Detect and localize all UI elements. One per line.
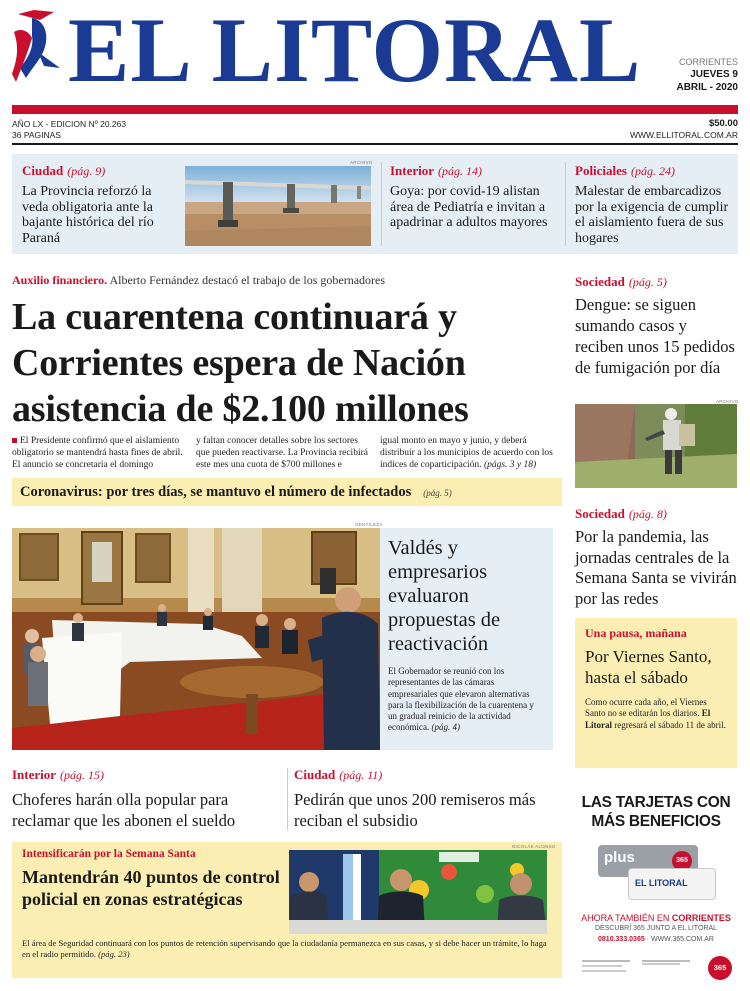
pausa-body-a: Como ocurre cada año, el Viernes Santo no se editarán los diarios. [585, 697, 707, 719]
bridge-photo [185, 166, 371, 246]
bridge-image-icon [185, 166, 371, 246]
seguridad-body-text: El área de Seguridad continuará con los puntos de retención supervisando que la ciudadanía permanezca en sus casas, y si debe hacer un trámite, lo haga en el radio permitido. [22, 938, 547, 959]
divider [381, 162, 382, 246]
divider [287, 768, 288, 830]
masthead-thin-rule [12, 143, 738, 145]
ad-phone: 0810.333.0365 [598, 936, 645, 943]
teaser-headline: La Provincia reforzó la veda obligatoria ante la bajante histórica del río Paraná [22, 184, 154, 247]
ad-card2-text: EL LITORAL [635, 878, 688, 888]
teaser-page: (pág. 24) [631, 164, 675, 178]
story-choferes[interactable] [12, 766, 284, 831]
meeting-headline: Valdés y empresarios evaluaron propuestas de reactivación [388, 537, 501, 655]
main-col-3 [380, 436, 560, 472]
seguridad-headline: Mantendrán 40 puntos de control policial en zonas estratégicas [22, 867, 280, 909]
seguridad-text[interactable] [22, 848, 280, 910]
ad-badge: 365 [708, 956, 732, 980]
ad-card-badge: 365 [672, 851, 692, 871]
ad-line-2: DESCUBRÍ 365 JUNTO A EL LITORAL [594, 925, 718, 932]
dengue-page: (pág. 5) [628, 275, 667, 289]
masthead-day: JUEVES 9 [690, 69, 738, 80]
photo-credit: ARCHIVO [350, 160, 373, 165]
ad-card-litoral [628, 868, 716, 900]
teaser-policiales[interactable] [575, 162, 733, 247]
teaser-page: (pág. 9) [67, 164, 106, 178]
meeting-body [388, 666, 545, 734]
sidebar-dengue[interactable] [575, 273, 737, 378]
masthead-title: EL LITORAL [68, 0, 642, 101]
covid-bar-page: (pág. 5) [423, 488, 452, 498]
ad-contact: 0810.333.0365 · WWW.365.COM.AR [598, 936, 714, 943]
pausa-box[interactable] [575, 618, 737, 768]
main-col-1-text: El Presidente confirmó que el aislamiento obligatorio se mantendrá hasta fines de abril. El anuncio se concretaría el domingo [12, 436, 183, 470]
ad-fineprint [582, 958, 696, 976]
main-kicker-text: Alberto Fernández destacó el trabajo de los gobernadores [109, 273, 386, 287]
meeting-box[interactable] [380, 528, 553, 750]
photo-credit: NICOLÁS ALONSO [512, 844, 556, 849]
main-col-1 [12, 436, 187, 472]
semana-santa-page: (pág. 8) [628, 507, 667, 521]
masthead-city: CORRIENTES [678, 57, 738, 67]
choferes-section: Interior [12, 767, 57, 782]
main-col-2: y faltan conocer detalles sobre los sectores que pueden reactivarse. La Provincia recibirá este mes una cuota de $700 millones e [196, 436, 368, 470]
teaser-section: Policiales [575, 163, 627, 178]
photo-credit: GENTILEZA [355, 522, 383, 527]
seguridad-body-page: (pág. 23) [98, 948, 130, 959]
edition-info: AÑO LX - EDICION Nº 20.263 [12, 119, 127, 129]
covid-bar-text: Coronavirus: por tres días, se mantuvo el número de infectados [20, 484, 412, 500]
ad-headline-1: LAS TARJETAS CON [581, 794, 731, 811]
ad-headline-2: MÁS BENEFICIOS [591, 813, 721, 830]
pausa-body-b: regresará el sábado 11 de abril. [614, 719, 726, 730]
main-col-3-page: (págs. 3 y 18) [483, 459, 537, 470]
masthead-logo [10, 8, 62, 100]
teaser-interior[interactable] [390, 162, 556, 231]
ad-line-1 [575, 913, 737, 923]
teaser-page: (pág. 14) [438, 164, 483, 178]
ad-line-1-b: CORRIENTES [671, 913, 731, 923]
website: WWW.ELLITORAL.COM.AR [630, 130, 738, 140]
main-kicker [12, 273, 562, 288]
remiseros-page: (pág. 11) [339, 768, 383, 782]
pausa-headline: Por Viernes Santo, hasta el sábado [585, 647, 712, 687]
teaser-section: Ciudad [22, 163, 64, 178]
teaser-section: Interior [390, 163, 435, 178]
seguridad-kicker: Intensificarán por la Semana Santa [22, 848, 196, 860]
dengue-headline: Dengue: se siguen sumando casos y reciben unos 15 pedidos de fumigación por día [575, 295, 735, 377]
press-conference-image-icon [289, 850, 547, 934]
dengue-section: Sociedad [575, 274, 625, 289]
story-remiseros[interactable] [294, 766, 562, 831]
meeting-body-page: (pág. 4) [431, 722, 460, 733]
main-kicker-label: Auxilio financiero. [12, 273, 108, 287]
seguridad-body [22, 938, 552, 959]
fumigation-image-icon [575, 404, 737, 488]
choferes-headline: Choferes harán olla popular para reclamar que les abonen el sueldo [12, 790, 236, 830]
bird-logo-icon [10, 8, 62, 100]
teaser-headline: Malestar de embarcadizos por la exigencia de cumplir el aislamiento fuera de sus hogares [575, 184, 729, 247]
press-photo [289, 850, 547, 934]
ad-url: WWW.365.COM.AR [650, 936, 714, 943]
meeting-photo [12, 528, 380, 750]
ad-line-1-a: AHORA TAMBIÉN EN [581, 913, 670, 923]
meeting-body-text: El Gobernador se reunió con los representantes de las cámaras empresariales que elevaron alternativas para la flexibilización de la cuarentena y un gradual reinicio de la actividad económica. [388, 666, 534, 733]
ad-card-text: plus [604, 849, 635, 866]
teaser-headline: Goya: por covid-19 alistan área de Pediatría e invitan a apadrinar a adultos mayores [390, 184, 548, 231]
meeting-image-icon [12, 528, 380, 750]
masthead-red-rule [12, 105, 738, 114]
main-col-3-text: igual monto en mayo y junio, y deberá distribuir a los municipios de acuerdo con los índices de coparticipación. [380, 436, 553, 470]
pausa-body [585, 697, 727, 731]
pausa-kicker: Una pausa, mañana [585, 626, 687, 640]
price: $50.00 [708, 118, 738, 129]
teaser-ciudad[interactable] [22, 162, 174, 247]
sidebar-semana-santa[interactable] [575, 505, 740, 609]
photo-credit: ARCHIVO [716, 399, 739, 404]
main-headline[interactable]: La cuarentena continuará y Corrientes espera de Nación asistencia de $2.100 millones [12, 296, 469, 430]
pausa-brand: El Litoral [585, 708, 711, 730]
dengue-photo [575, 404, 737, 488]
page-count: 36 PAGINAS [12, 130, 61, 140]
masthead-date: ABRIL - 2020 [676, 82, 738, 93]
semana-santa-headline: Por la pandemia, las jornadas centrales de la Semana Santa se vivirán por las redes [575, 527, 737, 608]
bullet-icon [12, 438, 17, 443]
covid-bar[interactable] [12, 478, 562, 506]
remiseros-section: Ciudad [294, 767, 336, 782]
choferes-page: (pág. 15) [60, 768, 105, 782]
remiseros-headline: Pedirán que unos 200 remiseros más reciban el subsidio [294, 790, 536, 830]
divider [565, 162, 566, 246]
semana-santa-section: Sociedad [575, 506, 625, 521]
